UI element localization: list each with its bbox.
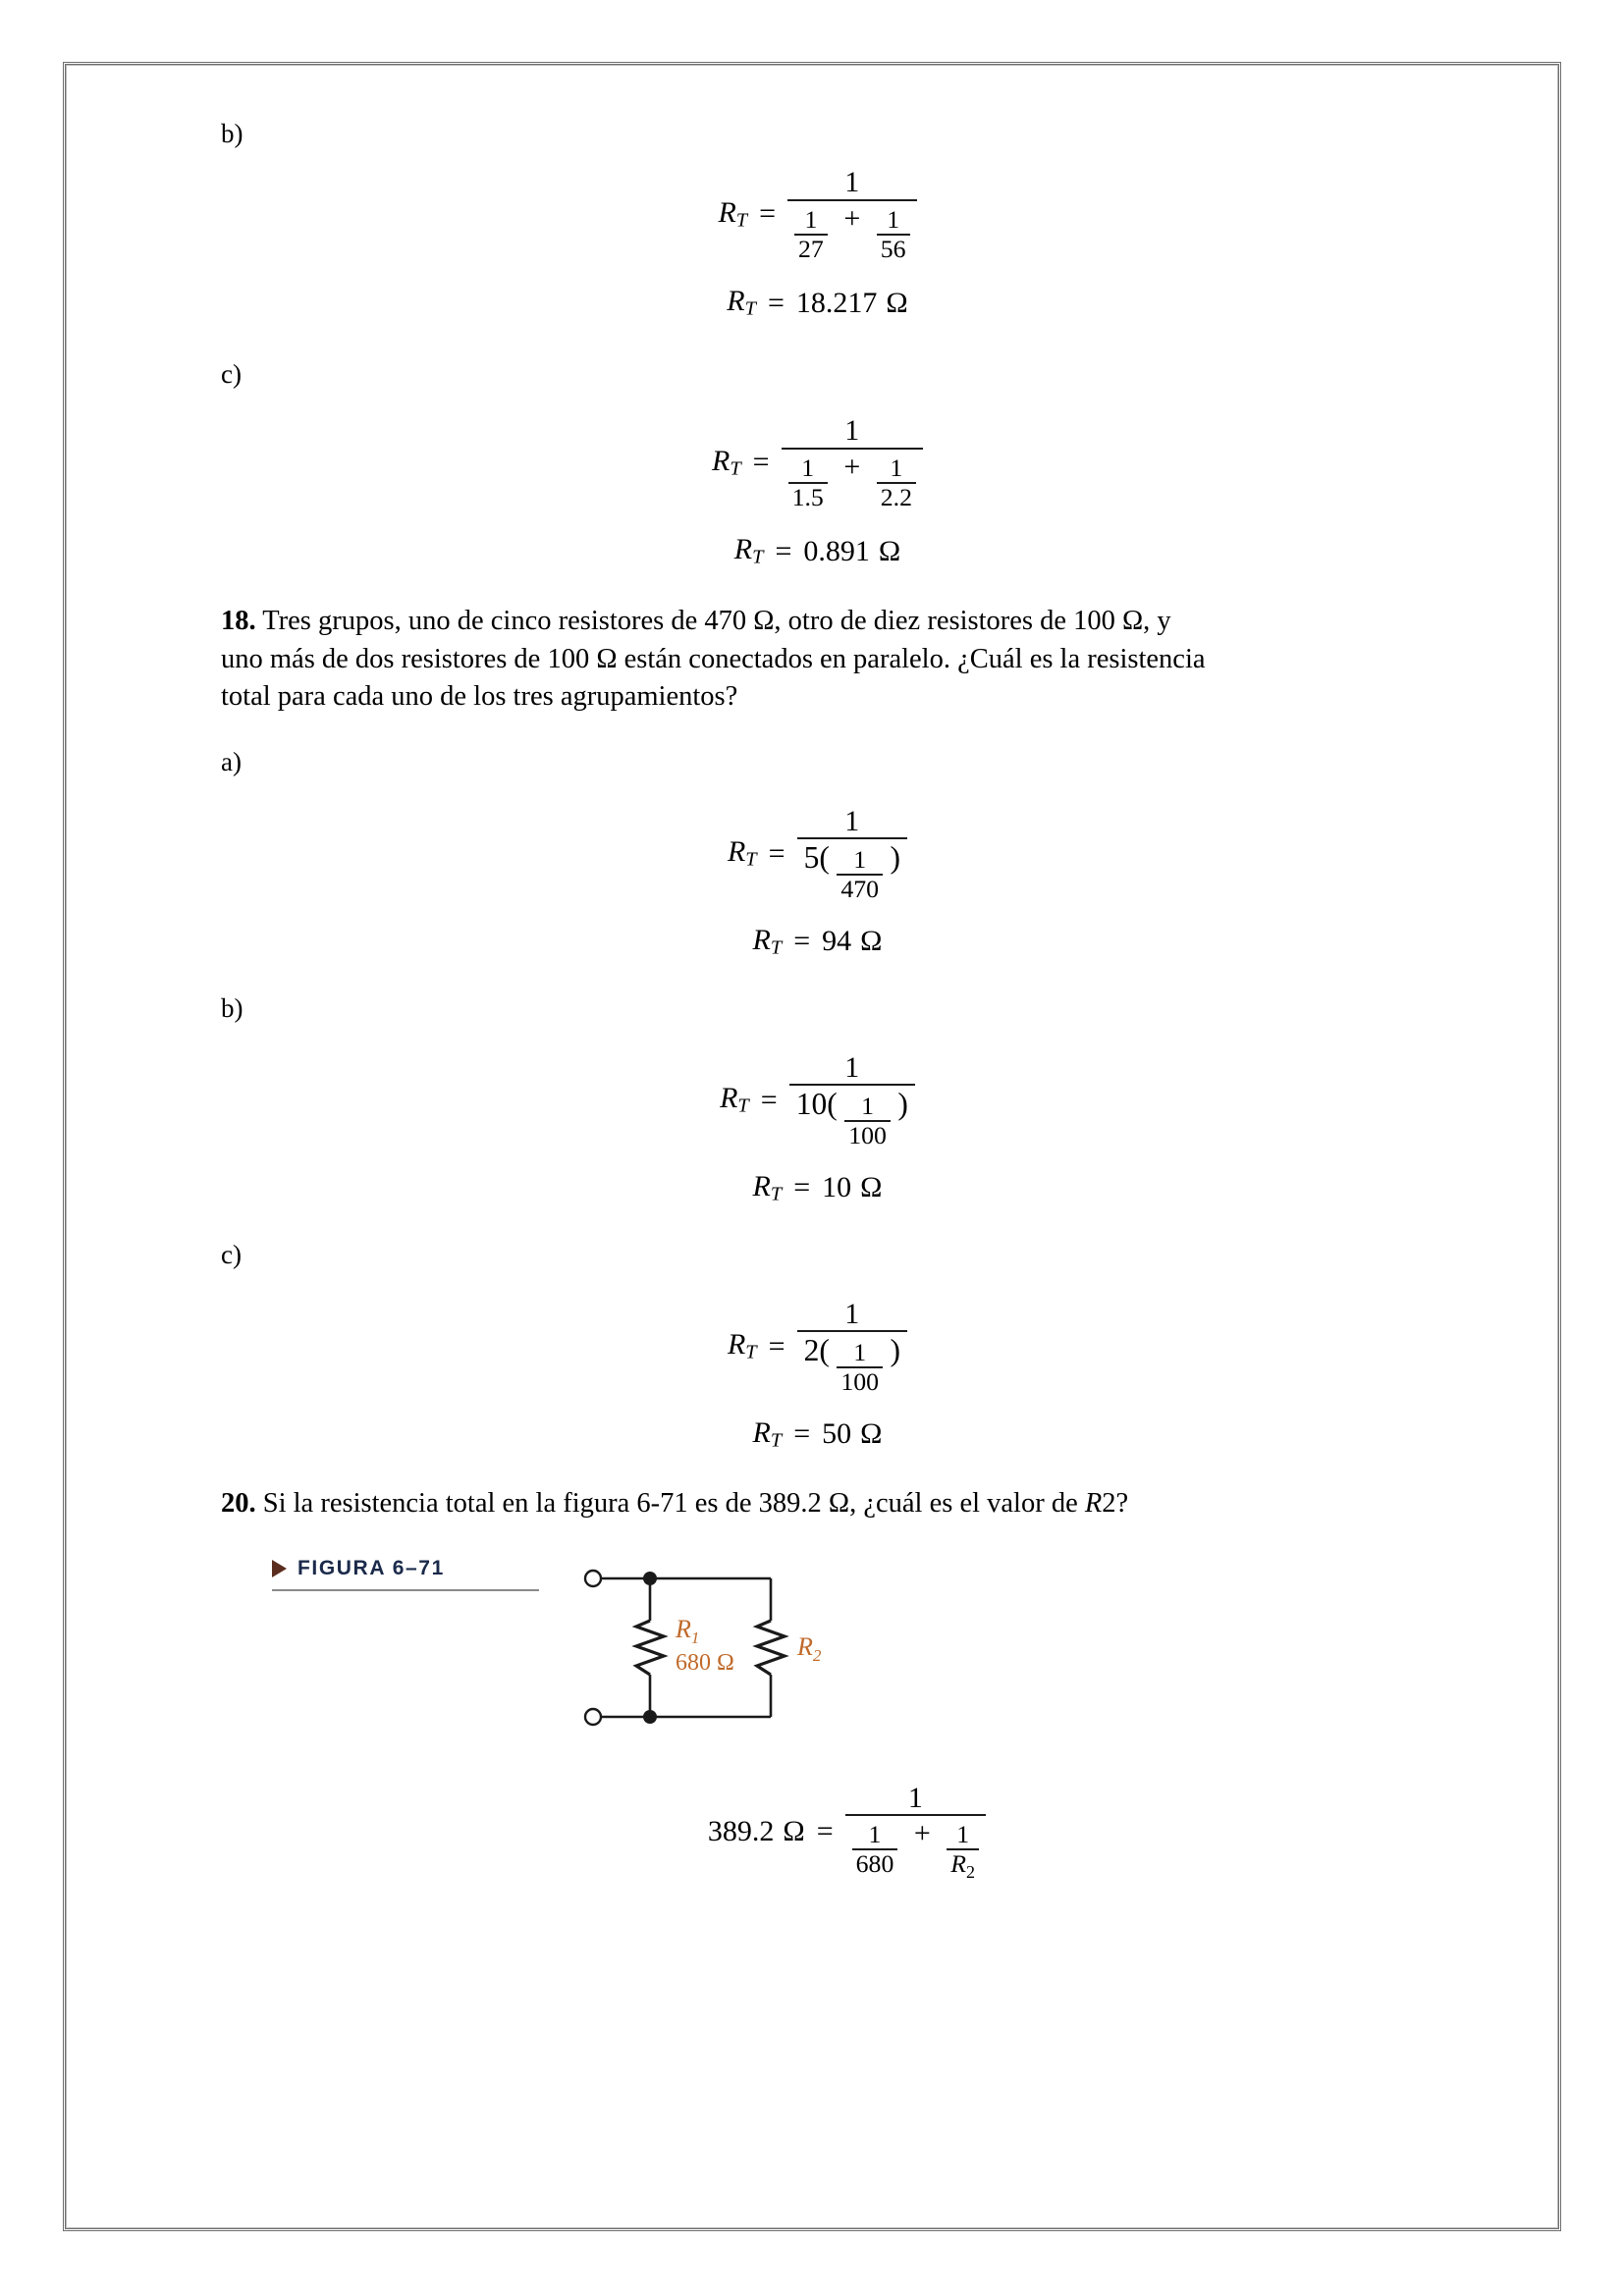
eq-18c-fraction: [797, 1299, 907, 1395]
eq-20-lhs-value: 389.2: [707, 1815, 775, 1848]
eq-18a-den-close-paren: ): [890, 840, 901, 876]
resistor-r2-label: $R_2$: [797, 1631, 822, 1665]
eq-17b-den-operator: +: [843, 201, 861, 235]
circuit-diagram: [579, 1557, 874, 1738]
eq-18b-denominator: [789, 1084, 915, 1148]
equation-20: [221, 1783, 1443, 1882]
resistor-r1-label: $R_1$: [676, 1614, 700, 1647]
eq-18c-result-value: 50: [822, 1416, 852, 1450]
document-content: [221, 118, 1414, 1881]
eq-17b-den-frac1-den: 27: [794, 234, 828, 262]
eq-18b-fraction: [789, 1052, 915, 1148]
equation-18b-result: [221, 1170, 1414, 1205]
equation-17b-result: [221, 285, 1414, 320]
list-label-c-17: c): [221, 358, 242, 389]
problem-18-line3: total para cada uno de los tres agrupamientos?: [221, 681, 738, 713]
eq-18a-denominator: [797, 837, 907, 902]
eq-17b-den-frac1: [794, 204, 828, 263]
eq-18b-result-value: 10: [822, 1170, 852, 1203]
eq-17b-result-lhs: $R_T$: [727, 285, 756, 320]
eq-17c-result-equals: =: [775, 534, 792, 567]
eq-20-lhs-unit: Ω: [783, 1815, 805, 1848]
eq-18c-den-frac-den: 100: [837, 1366, 883, 1395]
problem-20-text-end: 2?: [1102, 1488, 1129, 1520]
problem-18-paragraph: [221, 603, 1414, 717]
eq-18b-den-frac-den: 100: [844, 1120, 891, 1148]
eq-17b-denominator: [787, 199, 917, 262]
eq-18c-numerator: 1: [844, 1297, 860, 1330]
eq-17c-den-frac2-num: 1: [890, 453, 903, 482]
eq-17c-den-frac1-den: 1.5: [788, 482, 828, 510]
eq-20-den-frac1-den: 680: [852, 1848, 898, 1877]
problem-20-text: Si la resistencia total en la figura 6-71 es de 389.2 Ω, ¿cuál es el valor de: [262, 1488, 1085, 1520]
equation-18a-result: [221, 924, 1414, 959]
eq-18b-equals: =: [760, 1083, 778, 1116]
resistor-r2-symbol: [757, 1621, 785, 1675]
eq-17b-numerator: 1: [844, 166, 860, 199]
eq-17b-den-frac2-num: 1: [887, 204, 900, 234]
eq-18b-den-coefficient: 10(: [795, 1087, 838, 1122]
eq-20-denominator: [845, 1814, 986, 1881]
problem-18-line1: Tres grupos, uno de cinco resistores de 470 Ω, otro de diez resistores de 100 Ω, y: [262, 605, 1171, 636]
eq-17c-result-lhs: $R_T$: [733, 533, 764, 568]
eq-17c-den-operator: +: [843, 450, 861, 483]
eq-17b-equals: =: [759, 197, 777, 231]
eq-20-den-frac2-num: 1: [956, 1820, 970, 1849]
eq-18a-fraction: [797, 806, 907, 902]
equation-18b: [221, 1052, 1414, 1148]
eq-20-den-frac2-den: $R_2$: [947, 1848, 979, 1881]
eq-18b-lhs: $R_T$: [720, 1082, 749, 1117]
eq-20-den-frac1-num: 1: [868, 1820, 882, 1849]
eq-20-den-frac1: [852, 1822, 898, 1877]
equation-18c-result: [221, 1416, 1414, 1452]
eq-18c-den-coefficient: 2(: [803, 1333, 830, 1368]
eq-20-equals: =: [816, 1815, 834, 1848]
eq-17b-lhs: $R_T$: [718, 196, 748, 232]
eq-18a-den-frac: [837, 847, 883, 902]
figure-circuit-column: [579, 1557, 874, 1743]
figure-caption-text: FIGURA 6–71: [298, 1556, 445, 1579]
equation-18a: [221, 806, 1414, 902]
figure-6-71: [221, 1557, 1414, 1743]
eq-18c-den-frac-num: 1: [853, 1338, 867, 1367]
eq-18a-result-lhs: $R_T$: [752, 923, 783, 959]
list-label-a-18: a): [221, 747, 242, 777]
eq-18b-den-frac-num: 1: [861, 1092, 874, 1121]
eq-18c-result-equals: =: [793, 1416, 811, 1450]
equation-17c-result: [221, 533, 1414, 568]
triangle-icon: [272, 1560, 287, 1577]
eq-18c-denominator: [797, 1330, 907, 1395]
eq-17c-denominator: [782, 448, 923, 510]
problem-18-line2: uno más de dos resistores de 100 Ω están conectados en paralelo. ¿Cuál es la resistencia: [221, 643, 1206, 674]
eq-18a-lhs: $R_T$: [727, 835, 757, 871]
terminal-top-icon: [585, 1571, 601, 1586]
eq-18b-result-equals: =: [793, 1170, 811, 1203]
equation-17c: [221, 415, 1414, 509]
junction-dot-top: [643, 1572, 657, 1585]
eq-17c-fraction: [782, 415, 923, 509]
eq-18c-result-lhs: $R_T$: [752, 1415, 783, 1452]
eq-18c-lhs: $R_T$: [727, 1328, 757, 1363]
eq-18c-result-unit: Ω: [860, 1416, 883, 1450]
equation-17b: [221, 167, 1414, 261]
eq-17b-den-frac1-num: 1: [804, 204, 818, 234]
eq-17c-den-frac2: [877, 455, 916, 510]
eq-17b-fraction: [787, 167, 917, 261]
equation-18c: [221, 1299, 1414, 1395]
eq-18b-den-frac: [844, 1094, 891, 1148]
eq-17c-den-frac1: [788, 455, 828, 510]
eq-18b-result-unit: Ω: [860, 1170, 883, 1203]
eq-17c-result-unit: Ω: [878, 534, 901, 567]
eq-18c-den-close-paren: ): [890, 1333, 901, 1368]
eq-20-den-operator: +: [913, 1817, 931, 1850]
eq-18a-result-value: 94: [822, 924, 852, 957]
eq-18a-result-unit: Ω: [860, 924, 883, 957]
eq-18b-result-lhs: $R_T$: [752, 1169, 783, 1205]
eq-18b-den-close-paren: ): [897, 1087, 908, 1122]
figure-caption: [272, 1557, 550, 1580]
eq-17c-lhs: $R_T$: [711, 445, 741, 480]
eq-18a-den-coefficient: 5(: [803, 840, 830, 876]
figure-caption-rule: [272, 1589, 539, 1591]
eq-17c-den-frac2-den: 2.2: [877, 482, 916, 510]
eq-18c-equals: =: [768, 1329, 785, 1362]
resistor-r1-value: 680 Ω: [676, 1649, 734, 1676]
eq-18a-den-frac-den: 470: [837, 874, 883, 902]
list-label-b-17: b): [221, 119, 244, 148]
eq-18a-numerator: 1: [844, 804, 860, 837]
eq-20-fraction: [845, 1783, 986, 1882]
eq-17b-den-frac2: [877, 204, 910, 263]
eq-20-den-frac2: [947, 1822, 979, 1881]
problem-20-var: R: [1084, 1488, 1103, 1520]
eq-17b-result-unit: Ω: [886, 286, 908, 319]
eq-20-numerator: 1: [907, 1781, 923, 1814]
eq-18a-equals: =: [768, 836, 785, 870]
eq-17b-result-equals: =: [767, 286, 785, 319]
eq-17c-equals: =: [752, 446, 770, 479]
junction-dot-bottom: [643, 1710, 657, 1724]
eq-17b-den-frac2-den: 56: [877, 234, 910, 262]
eq-17c-den-frac1-num: 1: [801, 453, 815, 482]
eq-17b-result-value: 18.217: [795, 286, 878, 319]
problem-20-paragraph: [221, 1485, 1414, 1523]
resistor-r1-symbol: [636, 1621, 664, 1675]
problem-20-number: 20.: [221, 1488, 256, 1520]
eq-18c-den-frac: [837, 1340, 883, 1395]
problem-18-number: 18.: [221, 605, 256, 636]
eq-18b-numerator: 1: [844, 1050, 860, 1084]
eq-18a-result-equals: =: [793, 924, 811, 957]
eq-17c-result-value: 0.891: [803, 534, 870, 567]
list-label-b-18: b): [221, 993, 244, 1024]
eq-18a-den-frac-num: 1: [853, 845, 867, 875]
list-label-c-18: c): [221, 1240, 242, 1270]
eq-17c-numerator: 1: [844, 414, 860, 448]
terminal-bottom-icon: [585, 1709, 601, 1725]
figure-caption-column: [221, 1557, 550, 1591]
